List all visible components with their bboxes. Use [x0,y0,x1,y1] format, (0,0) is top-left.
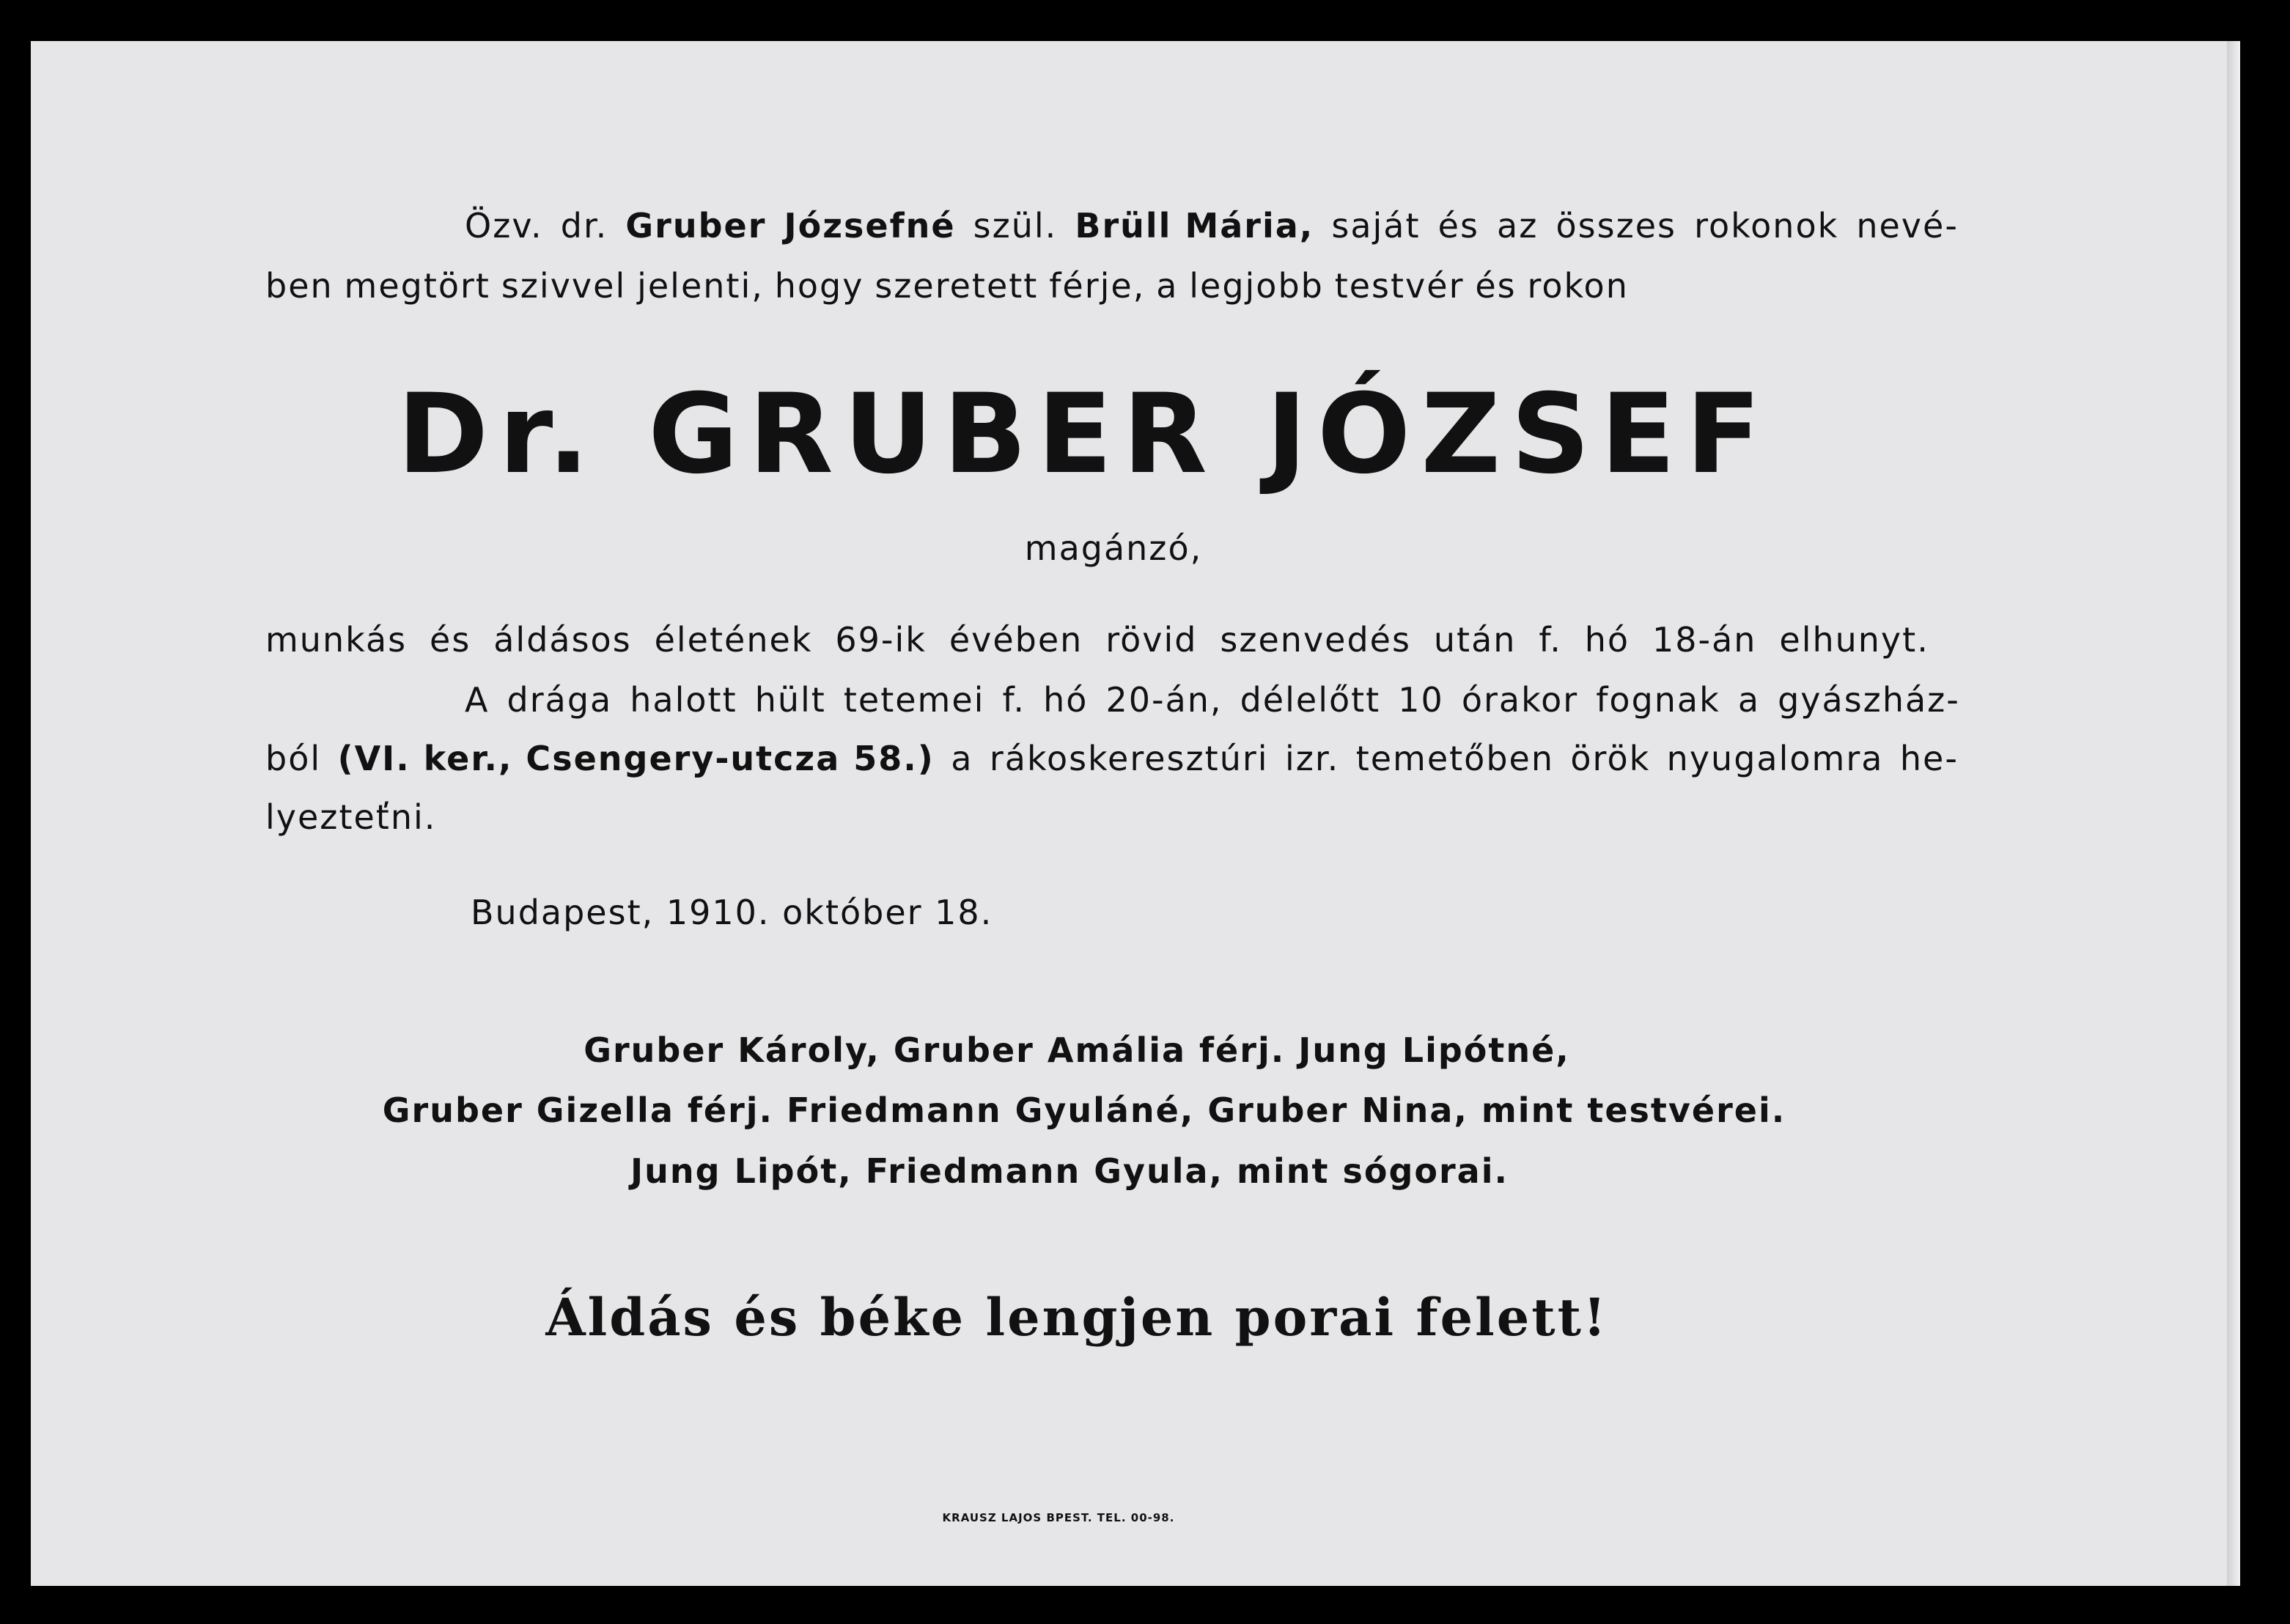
word: áldásos [493,620,632,660]
word: legjobb [1189,266,1324,306]
intro-line-2 [265,266,1629,306]
deceased-name: Dr. GRUBER JÓZSEF [397,371,1772,498]
word: halott [630,680,737,720]
word: A [465,680,490,720]
word: Józsefné [784,206,956,246]
word: Gruber [625,206,767,246]
word: és [430,620,471,660]
word: Brüll Mária, [1075,206,1314,246]
funeral-line-2 [265,739,1959,778]
word: nyugalomra [1666,739,1884,778]
word: testvér [1334,266,1465,306]
word: drága [507,680,613,720]
word: Özv. [465,206,543,246]
mourners-line-3: Jung Lipót, Friedmann Gyula, mint sógorai. [630,1151,1509,1191]
word: délelőtt [1240,680,1381,720]
word: 18-án [1652,620,1757,660]
word: szül. [973,206,1058,246]
mourners-line-2: Gruber Gizella férj. Friedmann Gyuláné, Gruber Nina, mint testvérei. [382,1090,1786,1130]
word: szenvedés [1220,620,1411,660]
word: rokon [1527,266,1629,306]
word: a [1156,266,1179,306]
word: évében [949,620,1083,660]
obituary-notice [31,41,2240,1586]
word: 10 [1398,680,1444,720]
word: rokonok [1694,206,1839,246]
word: gyászház- [1778,680,1960,720]
word: hült [754,680,826,720]
word: dr. [560,206,608,246]
death-line [265,620,1929,660]
word: saját [1331,206,1421,246]
word: az [1497,206,1539,246]
word: ból [265,739,322,778]
word: életének [654,620,813,660]
word: férje, [1049,266,1146,306]
word: elhunyt. [1779,620,1929,660]
word: összes [1555,206,1676,246]
word: jelenti, [637,266,764,306]
word: és [1437,206,1479,246]
funeral-line-1 [465,680,1960,720]
word: 69-ik [835,620,927,660]
printer-imprint: KRAUSZ LAJOS BPEST. TEL. 00-98. [942,1511,1175,1524]
word: nevé- [1856,206,1959,246]
word: a [951,739,973,778]
closing-blessing: Áldás és béke lengjen porai felett! [545,1287,1608,1348]
word: izr. [1285,739,1340,778]
word: f. [1539,620,1562,660]
word: f. [1002,680,1026,720]
word: órakor [1461,680,1579,720]
word: fognak [1596,680,1720,720]
word: szivvel [501,266,627,306]
word: hó [1043,680,1089,720]
word: ben [265,266,334,306]
word: örök [1570,739,1651,778]
word: hó [1584,620,1630,660]
mourners-line-1: Gruber Károly, Gruber Amália férj. Jung Lipótné, [583,1030,1570,1070]
word: tetemei [843,680,985,720]
word: után [1433,620,1517,660]
word: hogy [774,266,864,306]
word: és [1475,266,1517,306]
word: he- [1899,739,1959,778]
word: rákoskeresztúri [989,739,1269,778]
funeral-line-3: lyezteťni. [265,797,437,837]
word: temetőben [1355,739,1554,778]
word: (VI. ker., Csengery-utcza 58.) [337,739,935,778]
place-date: Budapest, 1910. október 18. [471,893,993,932]
word: 20-án, [1105,680,1223,720]
paper-edge [2227,41,2240,1586]
deceased-occupation: magánzó, [1024,528,1203,568]
intro-line-1 [465,206,1959,246]
word: a [1737,680,1761,720]
word: rövid [1105,620,1198,660]
word: megtört [344,266,490,306]
word: munkás [265,620,408,660]
word: szeretett [875,266,1039,306]
